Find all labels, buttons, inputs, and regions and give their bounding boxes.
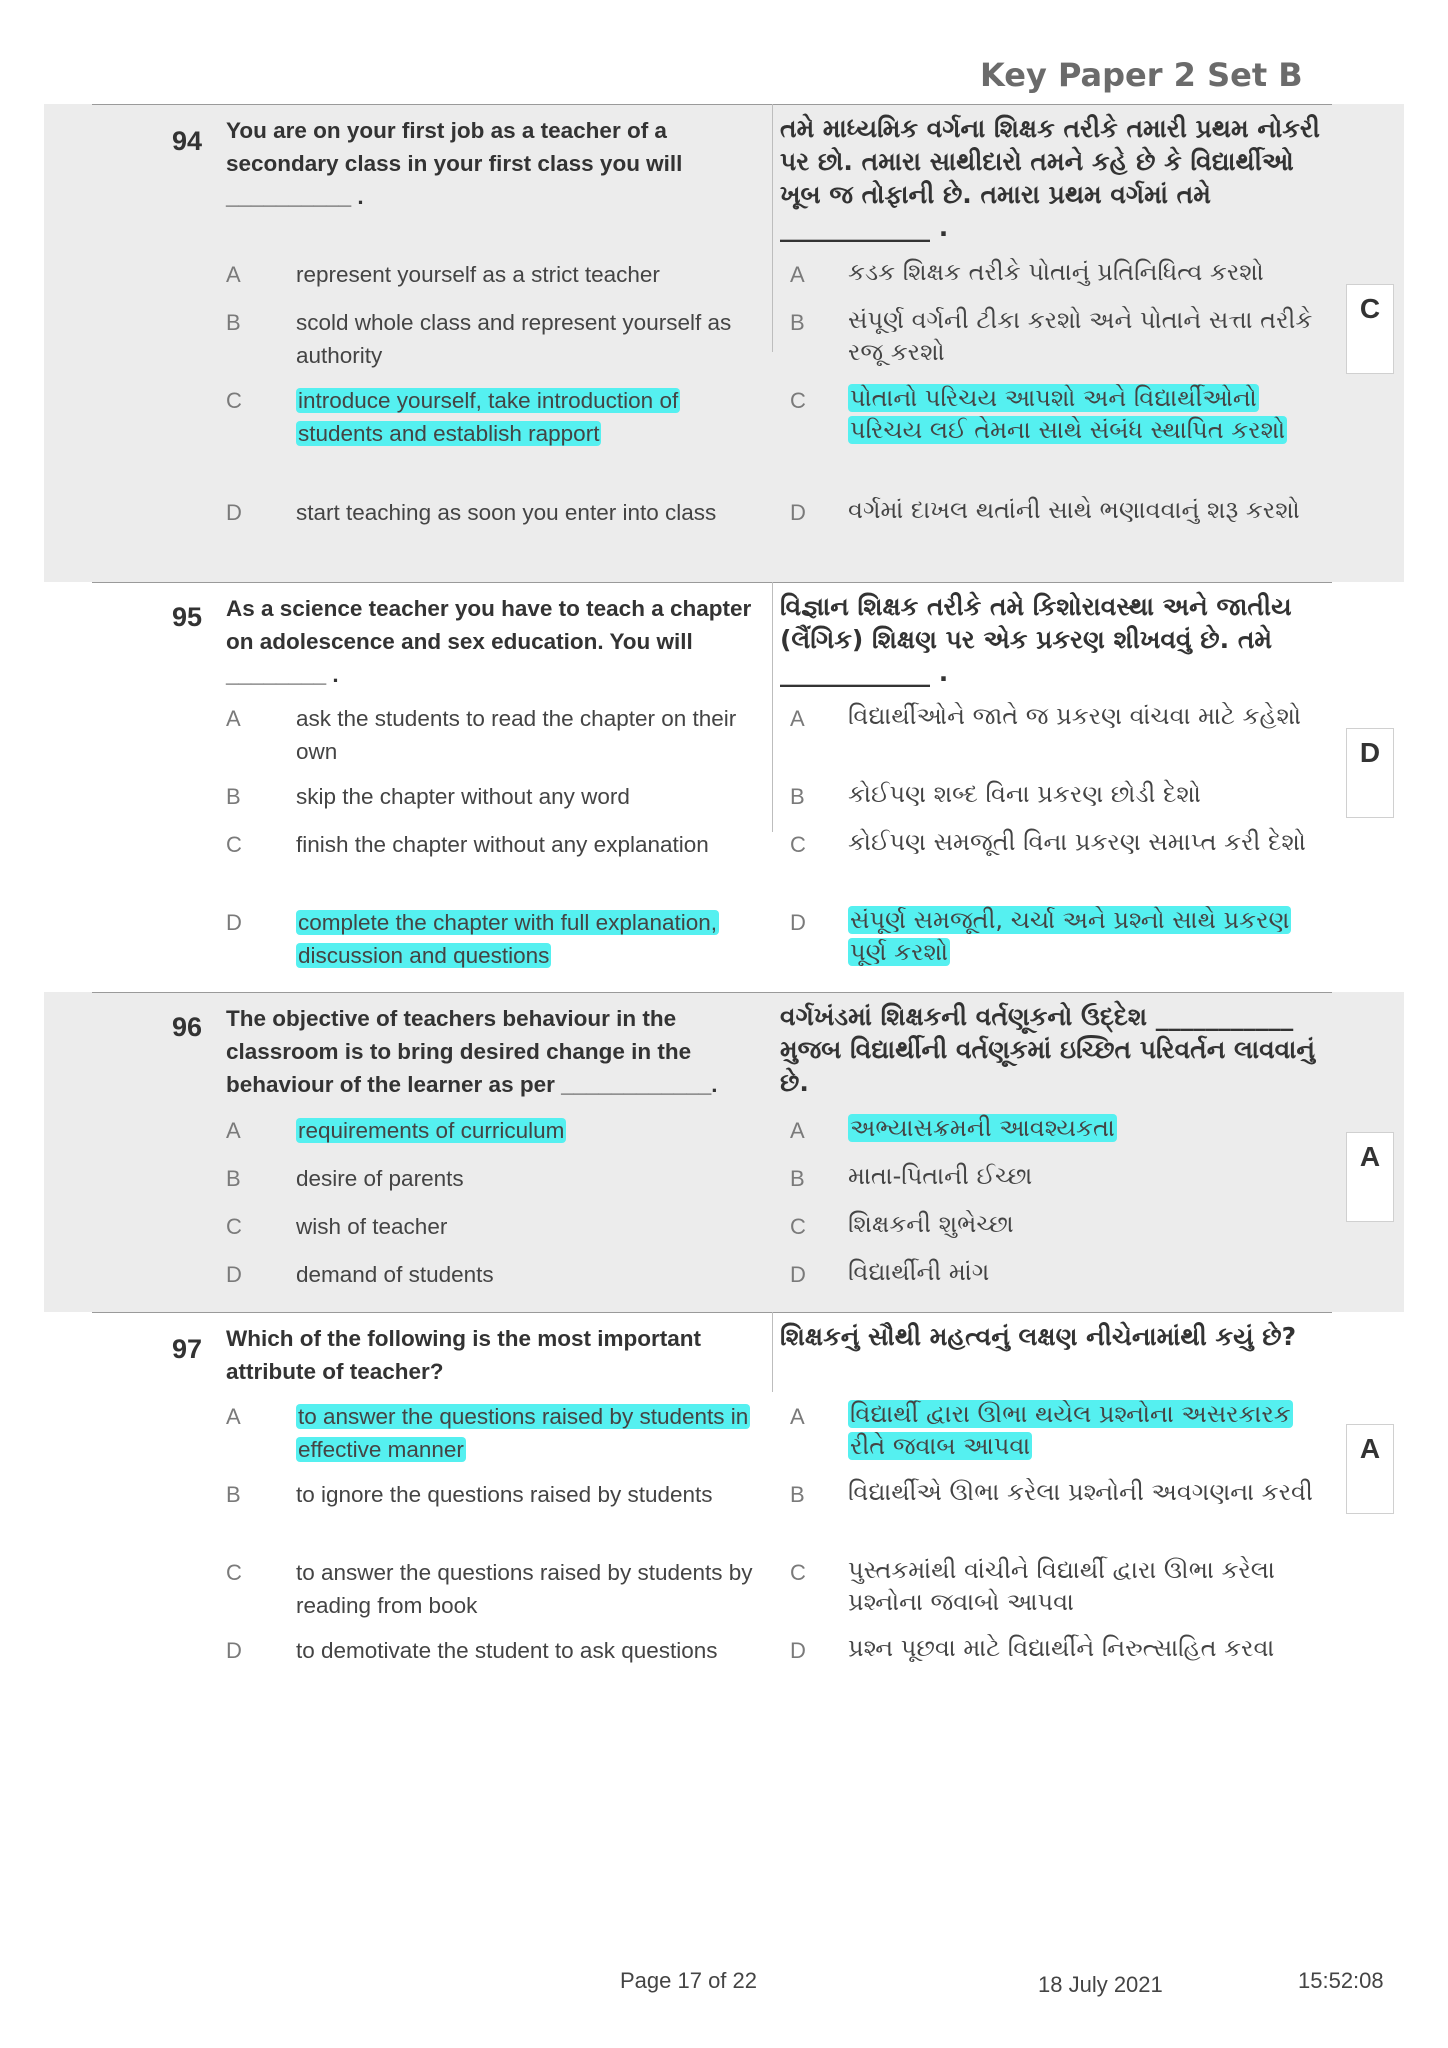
option-letter-en: C (226, 1560, 242, 1585)
highlight: વિદ્યાર્થી દ્વારા ઊભા થયેલ પ્રશ્નોના અસરકારક રીતે જવાબ આપવા (850, 1400, 1291, 1460)
column-divider (772, 104, 773, 352)
option-letter-en: A (226, 1404, 241, 1429)
option-text-gu-correct (848, 1112, 1328, 1144)
option-text-gu-correct (848, 1398, 1328, 1462)
option-text-en: wish of teacher (296, 1214, 448, 1239)
option-text-en-correct (296, 1114, 756, 1147)
option-letter-gu: D (790, 910, 806, 935)
option-text-en: represent yourself as a strict teacher (296, 262, 660, 287)
page-title: Key Paper 2 Set B (980, 56, 1303, 94)
option-letter-en: C (226, 832, 242, 857)
highlight: સંપૂર્ણ સમજૂતી, ચર્ચા અને પ્રશ્નો સાથે પ્રકરણ પૂર્ણ કરશો (850, 906, 1290, 966)
option-letter-gu: C (790, 1214, 806, 1239)
highlight: complete the chapter with full explanation, discussion and questions (298, 910, 717, 968)
option-text-gu: સંપૂર્ણ વર્ગની ટીકા કરશો અને પોતાને સત્તા તરીકે રજૂ કરશો (848, 306, 1313, 366)
option-text-gu: કોઈપણ સમજૂતી વિના પ્રકરણ સમાપ્ત કરી દેશો (848, 828, 1306, 856)
option-text-en: demand of students (296, 1262, 494, 1287)
answer-key: A (1359, 1433, 1381, 1464)
option-letter-gu: C (790, 832, 806, 857)
option-text-en: desire of parents (296, 1166, 464, 1191)
divider (92, 582, 1332, 583)
answer-box (1346, 1132, 1394, 1222)
option-letter-gu: D (790, 1262, 806, 1287)
answer-box (1346, 284, 1394, 374)
option-text-en-correct (296, 1400, 756, 1466)
question-96 (0, 992, 1448, 1312)
highlight: introduce yourself, take introduction of students and establish rapport (298, 388, 679, 446)
option-letter-gu: C (790, 388, 806, 413)
question-95 (0, 582, 1448, 992)
question-text-gu: શિક્ષકનું સૌથી મહત્વનું લક્ષણ નીચેનામાંથી કયું છે? (780, 1322, 1297, 1351)
question-text-en: As a science teacher you have to teach a chapter on adolescence and sex education. You will ________ . (226, 596, 752, 687)
answer-box (1346, 1424, 1394, 1514)
highlight: requirements of curriculum (298, 1118, 565, 1143)
option-letter-en: A (226, 706, 241, 731)
option-letter-en: D (226, 1638, 242, 1663)
option-text-gu: કડક શિક્ષક તરીકે પોતાનું પ્રતિનિધિત્વ કરશો (848, 258, 1264, 286)
highlight: અભ્યાસક્રમની આવશ્યકતા (850, 1114, 1115, 1142)
question-number: 97 (172, 1334, 203, 1364)
question-text-gu: વર્ગખંડમાં શિક્ષકની વર્તણૂકનો ઉદ્દેશ ___________ મુજબ વિદ્યાર્થીની વર્તણૂકમાં ઇચ્છિત પરિવર્તન લાવવાનું છે. (780, 1002, 1315, 1097)
option-text-en: to answer the questions raised by students by reading from book (296, 1560, 753, 1618)
option-letter-en: B (226, 1166, 241, 1191)
option-letter-en: A (226, 1118, 241, 1143)
option-letter-gu: A (790, 1118, 805, 1143)
divider (92, 992, 1332, 993)
option-text-en: start teaching as soon you enter into class (296, 500, 717, 525)
option-letter-gu: B (790, 784, 805, 809)
option-text-gu: કોઈપણ શબ્દ વિના પ્રકરણ છોડી દેશો (848, 780, 1201, 808)
option-text-en-correct (296, 906, 756, 972)
highlight: to answer the questions raised by students in effective manner (298, 1404, 749, 1462)
option-letter-gu: C (790, 1560, 806, 1585)
question-number: 96 (172, 1012, 203, 1042)
option-text-gu: માતા-પિતાની ઈચ્છા (848, 1162, 1033, 1190)
option-text-en: ask the students to read the chapter on their own (296, 706, 737, 764)
option-text-gu: શિક્ષકની શુભેચ્છા (848, 1210, 1014, 1238)
option-text-gu: પ્રશ્ન પૂછવા માટે વિદ્યાર્થીને નિરુત્સાહિત કરવા (848, 1634, 1275, 1662)
column-divider (772, 582, 773, 832)
answer-box (1346, 728, 1394, 818)
question-94 (0, 104, 1448, 582)
option-letter-gu: B (790, 310, 805, 335)
option-letter-en: C (226, 388, 242, 413)
option-letter-gu: A (790, 1404, 805, 1429)
option-text-gu-correct (848, 904, 1328, 968)
footer-time: 15:52:08 (1298, 1968, 1384, 1993)
option-letter-gu: B (790, 1482, 805, 1507)
question-text-gu: તમે માધ્યમિક વર્ગના શિક્ષક તરીકે તમારી પ્રથમ નોકરી પર છો. તમારા સાથીદારો તમને કહે છે કે વિદ્યાર્થીઓ ખૂબ જ તોફાની છે. તમારા પ્રથમ વર્ગમાં તમે ____________ . (780, 114, 1320, 242)
question-number: 95 (172, 602, 203, 632)
option-letter-en: A (226, 262, 241, 287)
option-text-en: scold whole class and represent yourself as authority (296, 310, 732, 368)
question-text-en: The objective of teachers behaviour in the classroom is to bring desired change in the behaviour of the learner as per ____________. (226, 1006, 718, 1097)
option-text-en-correct (296, 384, 756, 450)
option-text-en: finish the chapter without any explanation (296, 832, 709, 857)
option-letter-en: B (226, 1482, 241, 1507)
column-divider (772, 1312, 773, 1392)
option-letter-en: D (226, 1262, 242, 1287)
option-text-gu: વિદ્યાર્થીઓને જાતે જ પ્રકરણ વાંચવા માટે કહેશો (848, 702, 1302, 730)
footer-date: 18 July 2021 (1038, 1972, 1163, 1997)
question-text-gu: વિજ્ઞાન શિક્ષક તરીકે તમે કિશોરાવસ્થા અને જાતીય (લૈંગિક) શિક્ષણ પર એક પ્રકરણ શીખવવું છે. તમે ____________ . (780, 592, 1292, 687)
option-letter-en: B (226, 310, 241, 335)
highlight: પોતાનો પરિચય આપશો અને વિદ્યાર્થીઓનો પરિચય લઈ તેમના સાથે સંબંધ સ્થાપિત કરશો (850, 384, 1286, 444)
question-97 (0, 1312, 1448, 1732)
option-text-gu: વર્ગમાં દાખલ થતાંની સાથે ભણાવવાનું શરૂ કરશો (848, 496, 1300, 524)
divider (92, 104, 1332, 105)
question-text-en: Which of the following is the most important attribute of teacher? (226, 1326, 701, 1384)
option-letter-en: D (226, 910, 242, 935)
question-text-en: You are on your first job as a teacher of a secondary class in your first class you will __________ . (226, 118, 683, 209)
option-text-en: to demotivate the student to ask questions (296, 1638, 718, 1663)
option-text-gu: પુસ્તકમાંથી વાંચીને વિદ્યાર્થી દ્વારા ઊભા કરેલા પ્રશ્નોના જવાબો આપવા (848, 1556, 1275, 1616)
option-text-gu: વિદ્યાર્થીએ ઊભા કરેલા પ્રશ્નોની અવગણના કરવી (848, 1478, 1313, 1506)
divider (92, 1312, 1332, 1313)
option-letter-en: C (226, 1214, 242, 1239)
option-text-en: skip the chapter without any word (296, 784, 630, 809)
option-text-gu: વિદ્યાર્થીની માંગ (848, 1258, 990, 1286)
option-letter-gu: A (790, 706, 805, 731)
page-number: Page 17 of 22 (620, 1968, 758, 1993)
option-letter-gu: B (790, 1166, 805, 1191)
option-letter-gu: D (790, 1638, 806, 1663)
option-text-en: to ignore the questions raised by students (296, 1482, 713, 1507)
option-letter-gu: A (790, 262, 805, 287)
answer-key: A (1359, 1141, 1381, 1172)
answer-key: D (1359, 737, 1381, 768)
option-letter-gu: D (790, 500, 806, 525)
question-number: 94 (172, 126, 203, 156)
option-letter-en: D (226, 500, 242, 525)
option-letter-en: B (226, 784, 241, 809)
option-text-gu-correct (848, 382, 1328, 446)
answer-key: C (1359, 293, 1381, 324)
